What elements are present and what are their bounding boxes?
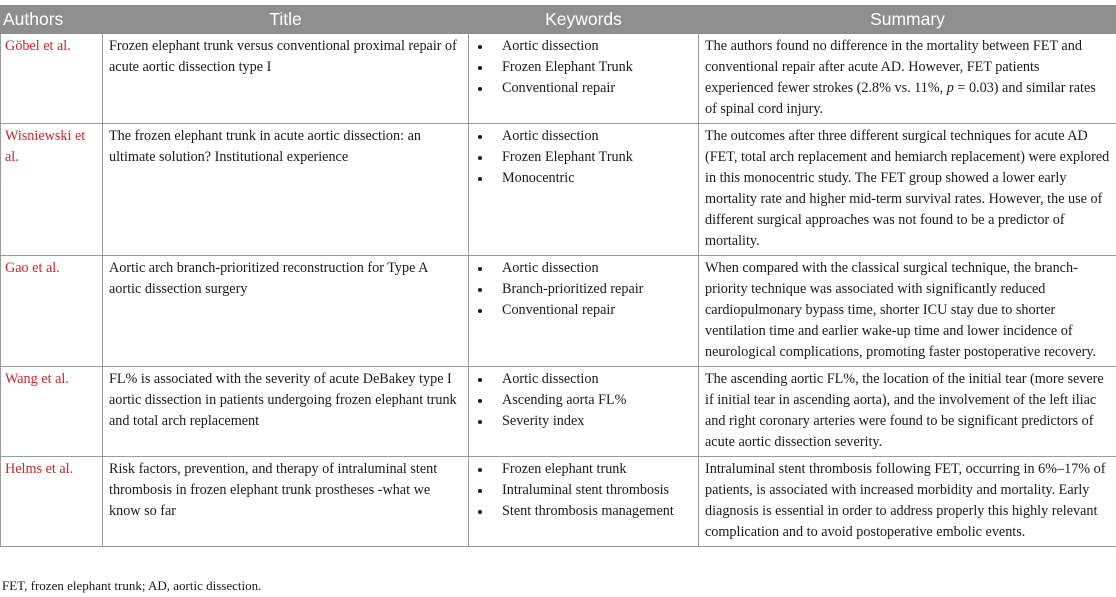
- table-row: [1, 367, 1116, 457]
- author-cell: Helms et al.: [1, 457, 103, 547]
- keyword-list: [477, 369, 692, 432]
- bullet-icon: [478, 87, 482, 91]
- keyword-text: Branch-prioritized repair: [502, 281, 644, 297]
- keyword-text: Aortic dissection: [502, 260, 599, 276]
- title-cell: FL% is associated with the severity of acute DeBakey type I aortic dissection in patients undergoing frozen elephant trunk and total arch replacement: [103, 367, 469, 457]
- keyword-item: [477, 501, 692, 522]
- title-cell: The frozen elephant trunk in acute aortic dissection: an ultimate solution? Institutional experience: [103, 124, 469, 256]
- keyword-text: Ascending aorta FL%: [502, 392, 627, 408]
- header-keywords: Keywords: [469, 6, 699, 34]
- keyword-text: Frozen Elephant Trunk: [502, 59, 633, 75]
- keywords-cell: [469, 457, 699, 547]
- bullet-icon: [478, 135, 482, 139]
- header-title: Title: [103, 6, 469, 34]
- title-cell: Frozen elephant trunk versus conventional proximal repair of acute aortic dissection type I: [103, 34, 469, 124]
- keywords-cell: [469, 34, 699, 124]
- keyword-item: [477, 300, 692, 321]
- bullet-icon: [478, 156, 482, 160]
- keyword-item: [477, 36, 692, 57]
- table-header-row: [1, 6, 1116, 34]
- keyword-item: [477, 459, 692, 480]
- table-row: [1, 34, 1116, 124]
- summary-cell: The ascending aortic FL%, the location of the initial tear (more severe if initial tear in ascending aorta), and the involvement of the left iliac and right coronary arteries were found to be significant predictors of acute aortic dissection severity.: [699, 367, 1116, 457]
- keyword-text: Aortic dissection: [502, 38, 599, 54]
- keyword-list: [477, 258, 692, 321]
- bullet-icon: [478, 177, 482, 181]
- table-footnote: FET, frozen elephant trunk; AD, aortic dissection.: [2, 578, 262, 593]
- bullet-icon: [478, 420, 482, 424]
- keyword-item: [477, 480, 692, 501]
- keyword-text: Monocentric: [502, 170, 575, 186]
- bullet-icon: [478, 66, 482, 70]
- keyword-text: Aortic dissection: [502, 128, 599, 144]
- summary-cell: The outcomes after three different surgical techniques for acute AD (FET, total arch replacement and hemiarch replacement) were explored in this monocentric study. The FET group showed a lower early mortality rate and higher mid-term survival rates. However, the use of different surgical approaches was not found to be a predictor of mortality.: [699, 124, 1116, 256]
- keyword-item: [477, 126, 692, 147]
- table-row: [1, 457, 1116, 547]
- summary-cell: Intraluminal stent thrombosis following FET, occurring in 6%–17% of patients, is associated with increased morbidity and mortality. Early diagnosis is essential in order to address properly this highly relevant complication and to avoid postoperative embolic events.: [699, 457, 1116, 547]
- keyword-list: [477, 126, 692, 189]
- studies-table: [0, 5, 1116, 547]
- author-cell: Wisniewski et al.: [1, 124, 103, 256]
- table-row: [1, 124, 1116, 256]
- header-authors: Authors: [1, 6, 103, 34]
- keyword-text: Severity index: [502, 413, 585, 429]
- summary-cell: The authors found no difference in the mortality between FET and conventional repair after acute AD. However, FET patients experienced fewer strokes (2.8% vs. 11%, p = 0.03) and similar rates of spinal cord injury.: [699, 34, 1116, 124]
- keyword-list: [477, 459, 692, 522]
- bullet-icon: [478, 399, 482, 403]
- keyword-item: [477, 390, 692, 411]
- bullet-icon: [478, 378, 482, 382]
- keyword-item: [477, 279, 692, 300]
- keywords-cell: [469, 124, 699, 256]
- keyword-text: Conventional repair: [502, 302, 616, 318]
- keyword-text: Frozen elephant trunk: [502, 461, 627, 477]
- bullet-icon: [478, 468, 482, 472]
- bullet-icon: [478, 288, 482, 292]
- keyword-text: Conventional repair: [502, 80, 616, 96]
- keyword-item: [477, 411, 692, 432]
- keywords-cell: [469, 367, 699, 457]
- bullet-icon: [478, 309, 482, 313]
- bullet-icon: [478, 45, 482, 49]
- keyword-item: [477, 258, 692, 279]
- p-value-symbol: p: [946, 80, 954, 96]
- keyword-item: [477, 147, 692, 168]
- bullet-icon: [478, 489, 482, 493]
- keyword-text: Aortic dissection: [502, 371, 599, 387]
- keyword-item: [477, 168, 692, 189]
- keyword-text: Stent thrombosis management: [502, 503, 674, 519]
- keyword-text: Frozen Elephant Trunk: [502, 149, 633, 165]
- title-cell: Risk factors, prevention, and therapy of intraluminal stent thrombosis in frozen elephant trunk prostheses -what we know so far: [103, 457, 469, 547]
- author-cell: Göbel et al.: [1, 34, 103, 124]
- header-summary: Summary: [699, 6, 1116, 34]
- keyword-list: [477, 36, 692, 99]
- bullet-icon: [478, 510, 482, 514]
- title-cell: Aortic arch branch-prioritized reconstruction for Type A aortic dissection surgery: [103, 256, 469, 367]
- keywords-cell: [469, 256, 699, 367]
- keyword-item: [477, 78, 692, 99]
- keyword-text: Intraluminal stent thrombosis: [502, 482, 670, 498]
- author-cell: Wang et al.: [1, 367, 103, 457]
- table-row: [1, 256, 1116, 367]
- author-cell: Gao et al.: [1, 256, 103, 367]
- keyword-item: [477, 57, 692, 78]
- bullet-icon: [478, 267, 482, 271]
- summary-cell: When compared with the classical surgical technique, the branch-priority technique was associated with significantly reduced cardiopulmonary bypass time, shorter ICU stay due to shorter ventilation time and earlier wake-up time and lower incidence of neurological complications, promoting faster postoperative recovery.: [699, 256, 1116, 367]
- keyword-item: [477, 369, 692, 390]
